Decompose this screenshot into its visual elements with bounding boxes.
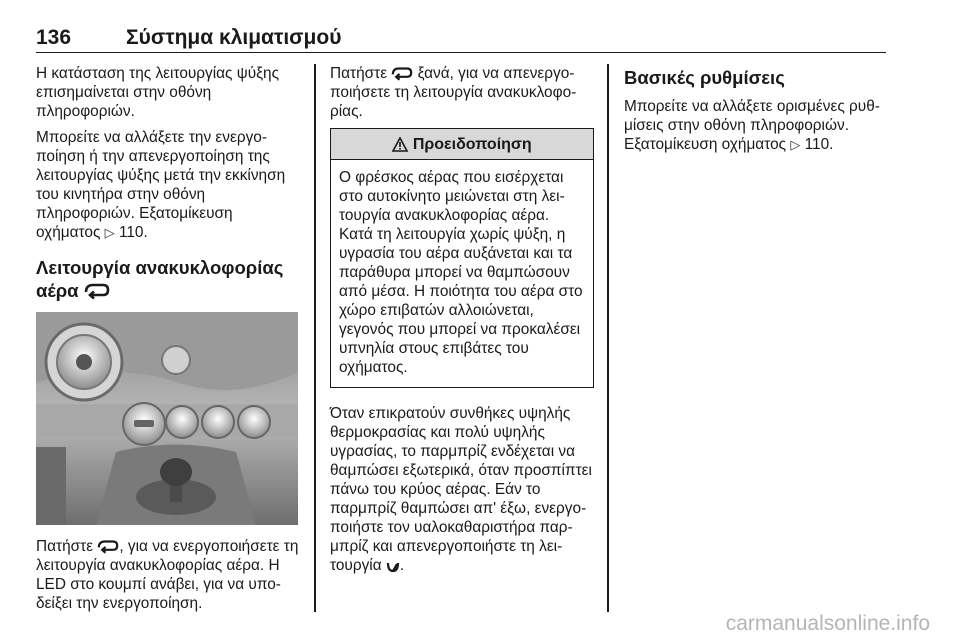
warning-box [330,128,594,388]
recirculation-icon [84,282,110,300]
reference-arrow-icon: ▷ [104,225,115,240]
column-divider [607,64,609,612]
paragraph: Μπορείτε να αλλάξετε την ενεργοποίηση ή την απενεργοποίηση της λειτουργίας ψύξης μετά την εκκίνηση του κινητήρα στην οθόνη πληροφοριών. Εξατομίκευση οχήματος ▷ 110. [36,129,286,241]
page-number: 136 [36,26,72,49]
recirculation-icon [391,66,413,81]
section-heading: Βασικές ρυθμίσεις [624,67,785,88]
watermark: carmanualsonline.info [725,612,930,635]
paragraph: Μπορείτε να αλλάξετε ορισμένες ρυθμίσεις στην οθόνη πληροφοριών. Εξατομίκευση οχήματος ▷ 110. [624,98,880,153]
wiper-icon [386,560,400,573]
dashboard-photo [36,312,298,525]
column-divider [314,64,316,612]
column-3 [624,64,894,161]
reference-arrow-icon: ▷ [790,137,801,152]
recirculation-icon [97,539,119,554]
column-1 [36,64,300,620]
chapter-title: Σύστημα κλιματισμού [126,26,342,49]
warning-text: Ο φρέσκος αέρας που εισέρχεται στο αυτοκίνητο μειώνεται στη λειτουργία ανακυκλοφορίας αέρα. Κατά τη λειτουργία χωρίς ψύξη, η υγρασία του αέρα αυξάνεται και τα παράθυρα μπορεί να θαμπώσουν από μέσα. Η ποιότητα του αέρα στο χώρο επιβατών αλλοιώνεται, γεγονός που μπορεί να προκαλέσει υπνηλία στους επιβάτες του οχήματος. [339,169,583,376]
paragraph: Πατήστε ξανά, για να απενεργοποιήσετε τη λειτουργία ανακυκλοφορίας. [330,65,577,120]
column-2 [330,64,594,582]
section-heading: Λειτουργία ανακυκλοφορίας αέρα [36,257,284,301]
paragraph: Όταν επικρατούν συνθήκες υψηλής θερμοκρασίας και πολύ υψηλής υγρασίας, το παρμπρίζ ενδέχεται να θαμπώσει εξωτερικά, όταν προσπίπτει πάνω του κρύος αέρας. Εάν το παρμπρίζ θαμπώσει απ' έξω, ενεργοποιήστε τον υαλοκαθαριστήρα παρμπρίζ και απενεργοποιήστε τη λειτουργία . [330,405,592,574]
warning-header: Προειδοποίηση [331,129,593,160]
paragraph: Η κατάσταση της λειτουργίας ψύξης επισημαίνεται στην οθόνη πληροφοριών. [36,65,280,120]
warning-triangle-icon [392,137,408,152]
page-header [36,26,886,53]
paragraph: Πατήστε , για να ενεργοποιήσετε τη λειτουργία ανακυκλοφορίας αέρα. Η LED στο κουμπί ανάβει, για να υποδείξει την ενεργοποίηση. [36,538,299,612]
